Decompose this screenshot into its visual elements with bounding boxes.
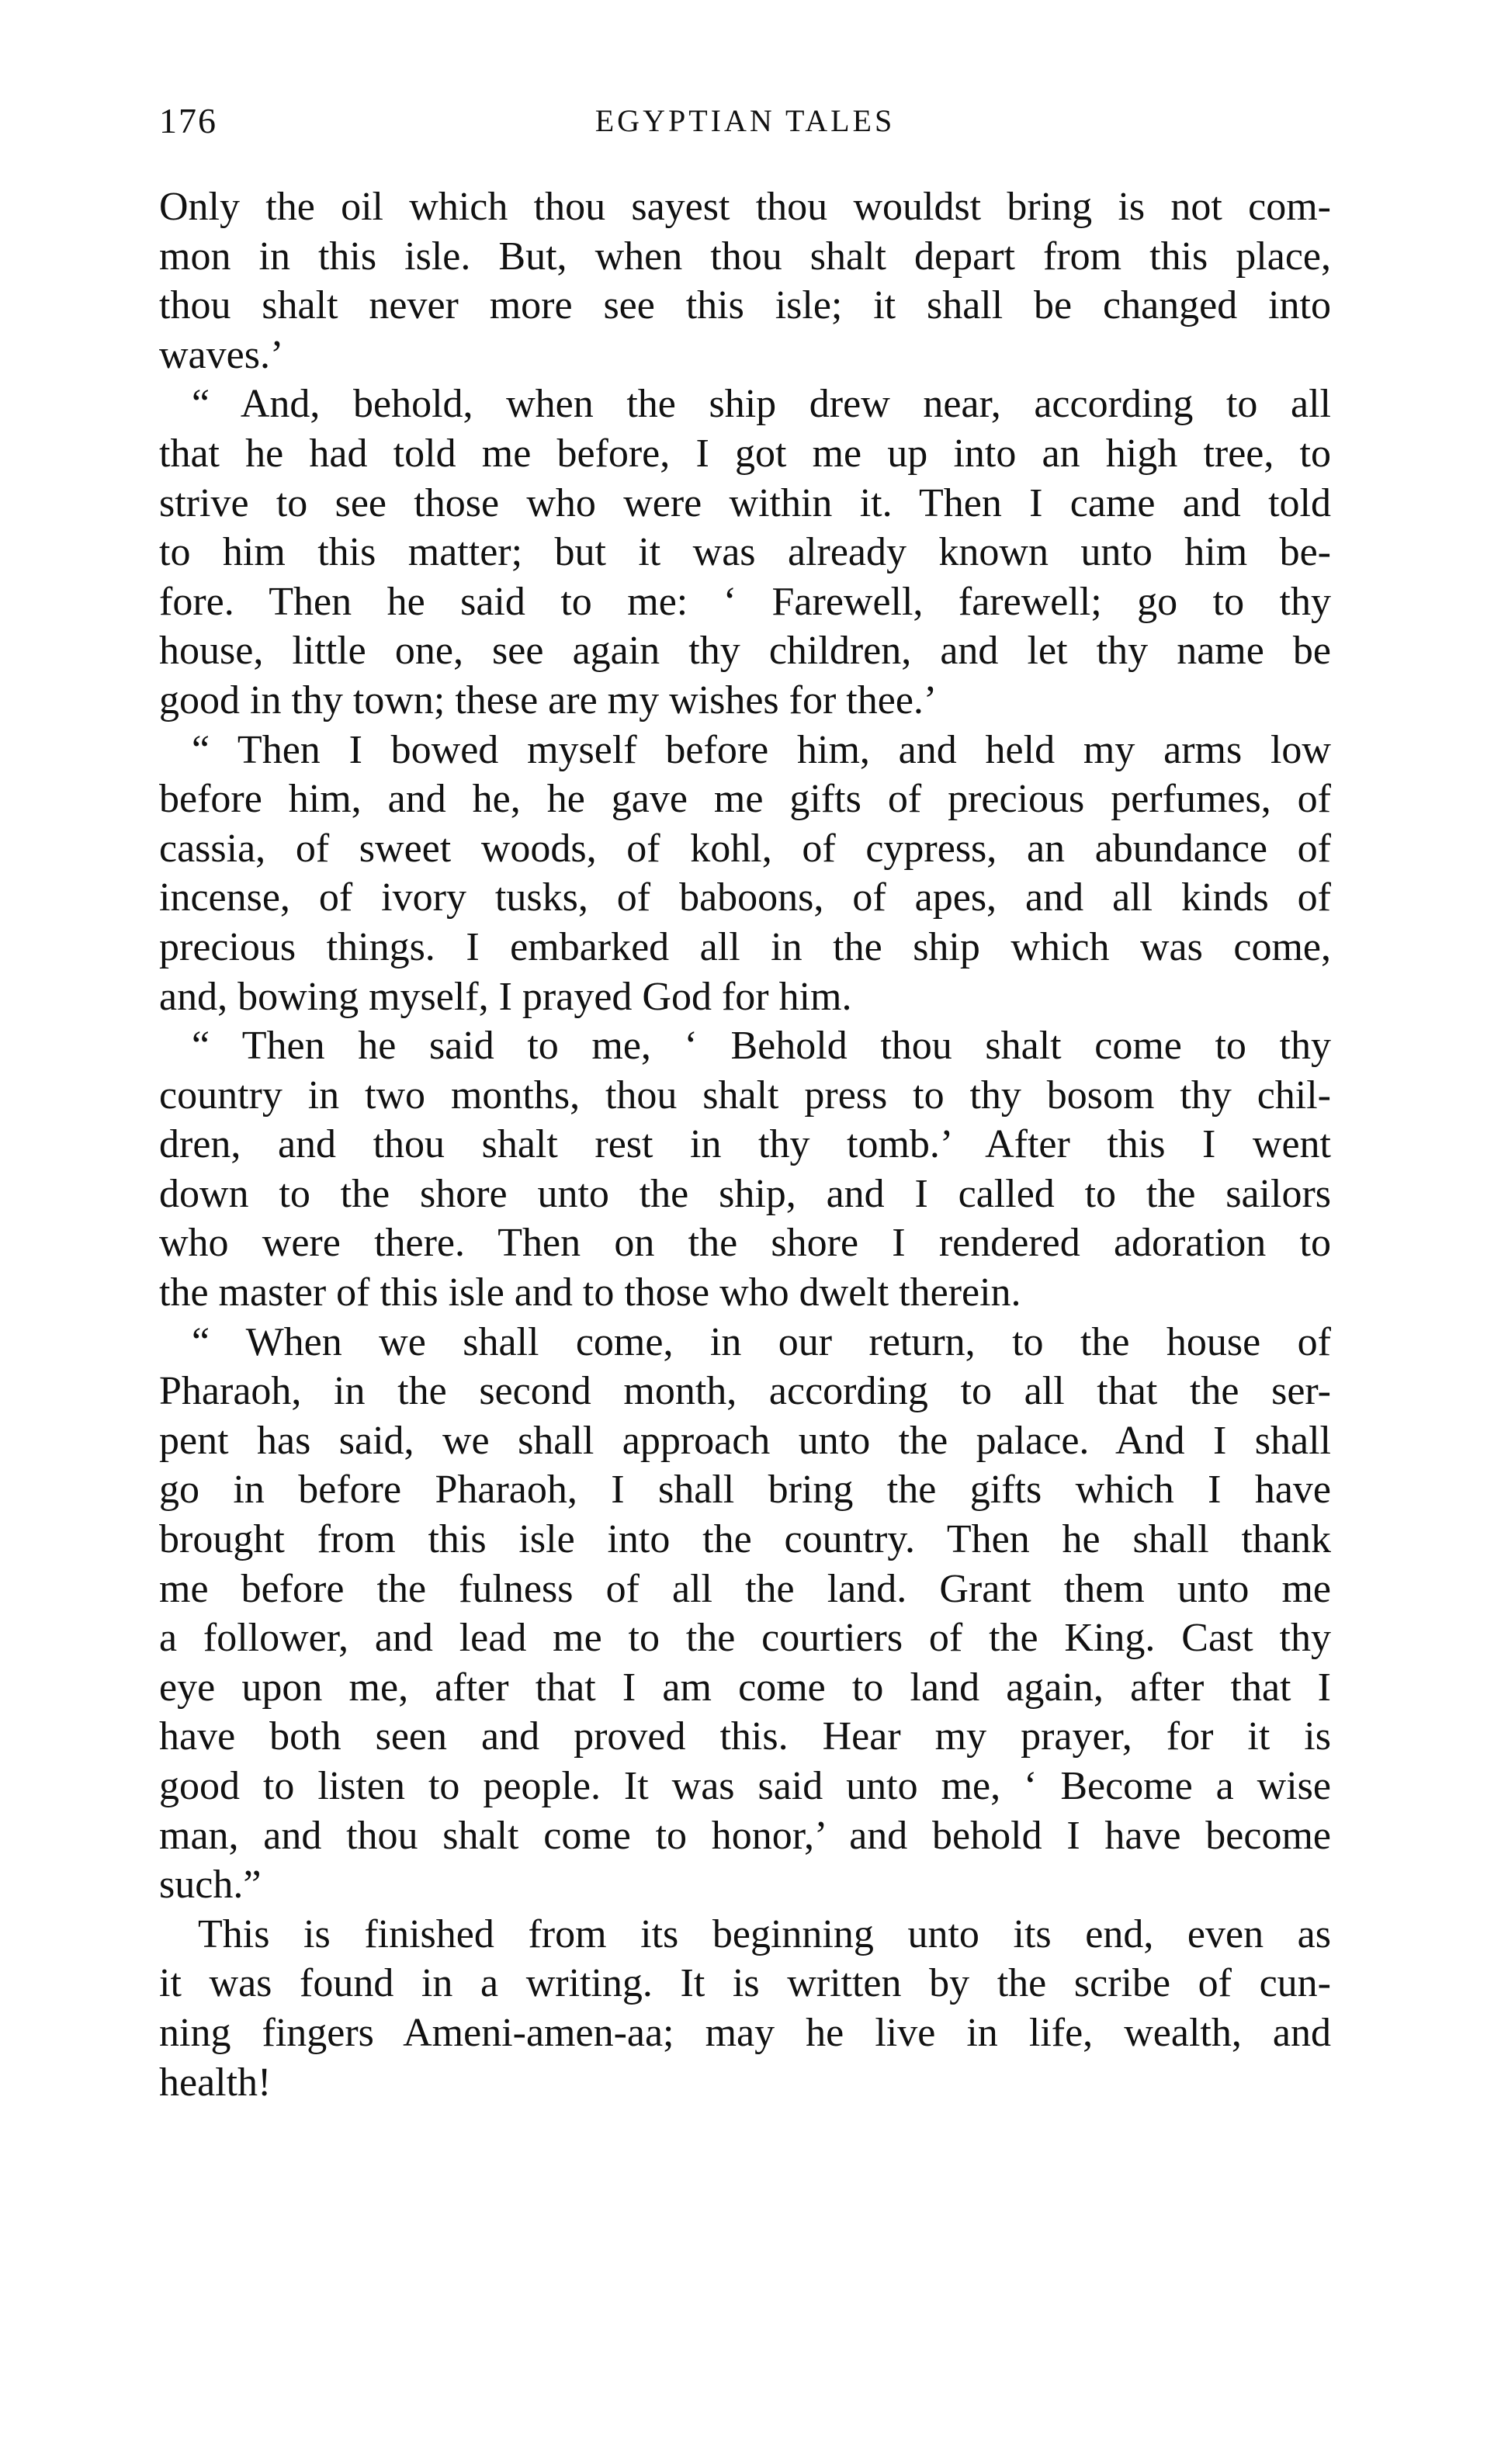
text-line-25: Pharaoh, in the second month, according to all that the ser-	[159, 1369, 1331, 1414]
paragraph-start-3: “ Then I bowed myself before him, and held my arms low	[192, 727, 1331, 772]
text-line-11: good in thy town; these are my wishes for thee.’	[159, 678, 938, 723]
text-line-14: cassia, of sweet woods, of kohl, of cypress, an abundance of	[159, 826, 1331, 871]
text-line-37: it was found in a writing. It is written by the scribe of cun-	[159, 1961, 1331, 2006]
text-line-22: who were there. Then on the shore I rendered adoration to	[159, 1221, 1331, 1266]
text-line-9: fore. Then he said to me: ‘ Farewell, farewell; go to thy	[159, 579, 1331, 624]
text-line-39: health!	[159, 2060, 272, 2105]
text-line-28: brought from this isle into the country. Then he shall thank	[159, 1517, 1331, 1562]
text-line-38: ning fingers Ameni-amen-aa; may he live in life, wealth, and	[159, 2010, 1331, 2055]
text-line-31: eye upon me, after that I am come to land again, after that I	[159, 1665, 1331, 1710]
text-line-8: to him this matter; but it was already known unto him be-	[159, 530, 1331, 575]
text-line-23: the master of this isle and to those who dwelt therein.	[159, 1270, 1021, 1315]
paragraph-start-4: “ Then he said to me, ‘ Behold thou shalt come to thy	[192, 1024, 1331, 1069]
text-line-10: house, little one, see again thy children, and let thy name be	[159, 629, 1331, 674]
paragraph-start-6: This is finished from its beginning unto its end, even as	[198, 1911, 1331, 1956]
text-line-16: precious things. I embarked all in the ship which was come,	[159, 924, 1331, 969]
text-line-35: such.”	[159, 1863, 262, 1908]
text-line-20: dren, and thou shalt rest in thy tomb.’ After this I went	[159, 1122, 1331, 1167]
text-line-15: incense, of ivory tusks, of baboons, of apes, and all kinds of	[159, 875, 1331, 920]
text-line-1: Only the oil which thou sayest thou wouldst bring is not com-	[159, 185, 1331, 229]
text-line-29: me before the fulness of all the land. Grant them unto me	[159, 1566, 1331, 1611]
paragraph-start-2: “ And, behold, when the ship drew near, according to all	[192, 382, 1331, 427]
body-text	[159, 182, 1331, 2107]
text-line-2: mon in this isle. But, when thou shalt depart from this place,	[159, 234, 1331, 279]
paragraph-start-5: “ When we shall come, in our return, to the house of	[192, 1319, 1331, 1364]
running-head	[159, 98, 1331, 144]
text-line-26: pent has said, we shall approach unto the palace. And I shall	[159, 1418, 1331, 1463]
text-line-3: thou shalt never more see this isle; it shall be changed into	[159, 283, 1331, 328]
text-line-13: before him, and he, he gave me gifts of precious perfumes, of	[159, 777, 1331, 822]
text-line-19: country in two months, thou shalt press to thy bosom thy chil-	[159, 1073, 1331, 1118]
text-line-6: that he had told me before, I got me up into an high tree, to	[159, 431, 1331, 476]
page-number: 176	[159, 101, 217, 140]
text-line-33: good to listen to people. It was said unto me, ‘ Become a wise	[159, 1764, 1331, 1808]
text-line-34: man, and thou shalt come to honor,’ and behold I have become	[159, 1813, 1331, 1858]
text-line-27: go in before Pharaoh, I shall bring the gifts which I have	[159, 1468, 1331, 1513]
text-line-32: have both seen and proved this. Hear my prayer, for it is	[159, 1714, 1331, 1759]
text-line-17: and, bowing myself, I prayed God for him.	[159, 974, 852, 1019]
text-line-7: strive to see those who were within it. Then I came and told	[159, 480, 1331, 525]
text-line-21: down to the shore unto the ship, and I called to the sailors	[159, 1171, 1331, 1216]
text-line-30: a follower, and lead me to the courtiers of the King. Cast thy	[159, 1616, 1331, 1661]
running-title: EGYPTIAN TALES	[595, 103, 896, 138]
text-line-4: waves.’	[159, 332, 284, 377]
